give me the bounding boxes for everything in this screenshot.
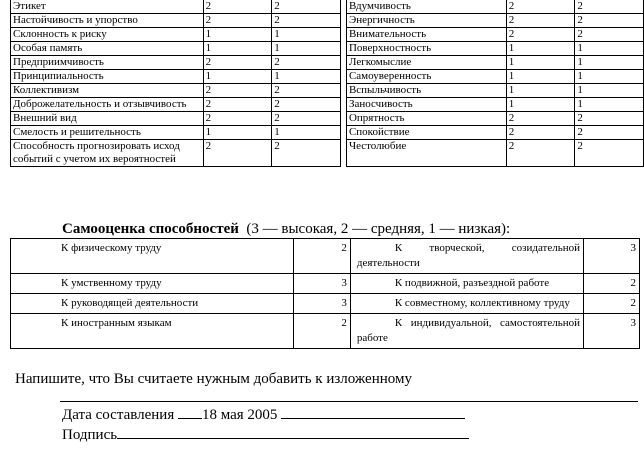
quality-score-cell: 1 <box>506 42 575 56</box>
quality-score-cell: 1 <box>203 42 272 56</box>
quality-name-cell: Коллективизм <box>11 84 204 98</box>
ability-score-cell: 2 <box>294 314 351 349</box>
quality-score-cell: 1 <box>272 126 341 140</box>
ability-score-cell: 3 <box>584 239 640 274</box>
qualities-row <box>11 56 644 70</box>
quality-score-cell: 1 <box>575 70 644 84</box>
abilities-row <box>11 239 640 274</box>
quality-name-cell: Принципиальность <box>11 70 204 84</box>
ability-name-text: К творческой, созидательной деятельности <box>356 242 581 269</box>
qualities-row <box>11 42 644 56</box>
qualities-row <box>11 0 644 14</box>
qualities-table-body <box>11 0 644 167</box>
quality-score-cell: 2 <box>272 14 341 28</box>
quality-name-cell: Склонность к риску <box>11 28 204 42</box>
quality-name-cell: Вспыльчивость <box>346 84 506 98</box>
quality-name-cell: Этикет <box>11 0 204 14</box>
ability-name-cell: К руководящей деятельности <box>11 294 294 314</box>
quality-score-cell: 1 <box>506 70 575 84</box>
quality-name-cell: Внешний вид <box>11 112 204 126</box>
qualities-row <box>11 14 644 28</box>
quality-score-cell: 2 <box>575 28 644 42</box>
ability-score-cell: 3 <box>294 274 351 294</box>
quality-score-cell: 2 <box>203 140 272 167</box>
quality-score-cell: 2 <box>506 126 575 140</box>
date-row <box>62 404 465 424</box>
ability-name-text: К совместному, коллективному труду <box>394 297 570 309</box>
quality-score-cell: 2 <box>506 0 575 14</box>
quality-name-cell: Особая память <box>11 42 204 56</box>
ability-name-cell <box>350 314 583 349</box>
quality-name-cell: Легкомыслие <box>346 56 506 70</box>
quality-name-cell: Предприимчивость <box>11 56 204 70</box>
quality-score-cell: 2 <box>272 0 341 14</box>
quality-name-cell: Доброжелательность и отзывчивость <box>11 98 204 112</box>
quality-name-cell: Заносчивость <box>346 98 506 112</box>
ability-name-cell: К иностранным языкам <box>11 314 294 349</box>
quality-name-cell: Смелость и решительность <box>11 126 204 140</box>
quality-score-cell: 2 <box>506 112 575 126</box>
quality-score-cell: 2 <box>272 98 341 112</box>
date-blank-prefix[interactable] <box>178 404 202 419</box>
quality-score-cell: 2 <box>203 14 272 28</box>
signature-row <box>62 424 469 444</box>
quality-score-cell: 2 <box>506 140 575 167</box>
abilities-heading-title: Самооценка способностей <box>62 221 239 237</box>
signature-line[interactable] <box>117 424 469 439</box>
ability-name-text: К индивидуальной, самостоятельной работе <box>356 317 581 344</box>
quality-score-cell: 2 <box>575 112 644 126</box>
date-blank-suffix[interactable] <box>281 404 465 419</box>
additional-info-line[interactable] <box>60 401 638 402</box>
quality-score-cell: 1 <box>575 98 644 112</box>
quality-score-cell: 1 <box>575 42 644 56</box>
qualities-row <box>11 112 644 126</box>
qualities-table <box>10 0 644 167</box>
quality-name-cell: Опрятность <box>346 112 506 126</box>
quality-score-cell: 2 <box>575 140 644 167</box>
quality-score-cell: 1 <box>506 84 575 98</box>
abilities-table-body <box>11 239 640 349</box>
quality-score-cell: 1 <box>575 56 644 70</box>
quality-score-cell: 1 <box>506 56 575 70</box>
quality-score-cell: 1 <box>272 28 341 42</box>
quality-name-cell: Внимательность <box>346 28 506 42</box>
ability-name-cell <box>350 239 583 274</box>
quality-score-cell: 1 <box>203 70 272 84</box>
ability-name-cell: К умственному труду <box>11 274 294 294</box>
ability-name-cell <box>350 294 583 314</box>
signature-label: Подпись <box>62 427 118 443</box>
quality-score-cell: 2 <box>203 0 272 14</box>
quality-score-cell: 2 <box>272 140 341 167</box>
quality-score-cell: 2 <box>575 126 644 140</box>
qualities-row <box>11 126 644 140</box>
date-label: Дата составления <box>62 407 175 423</box>
abilities-row <box>11 294 640 314</box>
quality-score-cell: 2 <box>203 84 272 98</box>
quality-score-cell: 2 <box>272 112 341 126</box>
quality-score-cell: 1 <box>272 70 341 84</box>
qualities-row <box>11 98 644 112</box>
quality-name-cell: Настойчивость и упорство <box>11 14 204 28</box>
quality-name-cell: Спокойствие <box>346 126 506 140</box>
abilities-row <box>11 274 640 294</box>
quality-name-cell: Поверхностность <box>346 42 506 56</box>
qualities-row <box>11 70 644 84</box>
quality-name-cell: Способность прогнозировать исход событий с учетом их вероятностей <box>11 140 204 167</box>
quality-name-cell: Самоуверенность <box>346 70 506 84</box>
quality-score-cell: 1 <box>203 126 272 140</box>
abilities-row <box>11 314 640 349</box>
quality-score-cell: 2 <box>272 56 341 70</box>
quality-score-cell: 1 <box>575 84 644 98</box>
quality-score-cell: 2 <box>203 56 272 70</box>
ability-score-cell: 3 <box>584 314 640 349</box>
quality-score-cell: 2 <box>203 98 272 112</box>
quality-score-cell: 2 <box>575 14 644 28</box>
ability-name-text: К подвижной, разъездной работе <box>394 277 550 289</box>
additional-info-prompt: Напишите, что Вы считаете нужным добавить к изложенному <box>15 371 412 387</box>
qualities-row <box>11 140 644 167</box>
quality-score-cell: 2 <box>506 14 575 28</box>
abilities-table <box>10 238 640 349</box>
quality-score-cell: 2 <box>575 0 644 14</box>
ability-name-cell: К физическому труду <box>11 239 294 274</box>
qualities-row <box>11 84 644 98</box>
quality-score-cell: 1 <box>272 42 341 56</box>
quality-name-cell: Вдумчивость <box>346 0 506 14</box>
abilities-heading-scale: (3 — высокая, 2 — средняя, 1 — низкая): <box>246 221 511 237</box>
ability-score-cell: 3 <box>294 294 351 314</box>
ability-score-cell: 2 <box>584 274 640 294</box>
quality-score-cell: 2 <box>272 84 341 98</box>
date-value: 18 мая 2005 <box>201 407 278 423</box>
quality-name-cell: Энергичность <box>346 14 506 28</box>
quality-name-cell: Честолюбие <box>346 140 506 167</box>
quality-score-cell: 2 <box>506 28 575 42</box>
quality-score-cell: 2 <box>203 112 272 126</box>
quality-score-cell: 1 <box>506 98 575 112</box>
ability-name-cell <box>350 274 583 294</box>
quality-score-cell: 1 <box>203 28 272 42</box>
ability-score-cell: 2 <box>584 294 640 314</box>
ability-score-cell: 2 <box>294 239 351 274</box>
abilities-heading <box>62 220 510 238</box>
qualities-row <box>11 28 644 42</box>
